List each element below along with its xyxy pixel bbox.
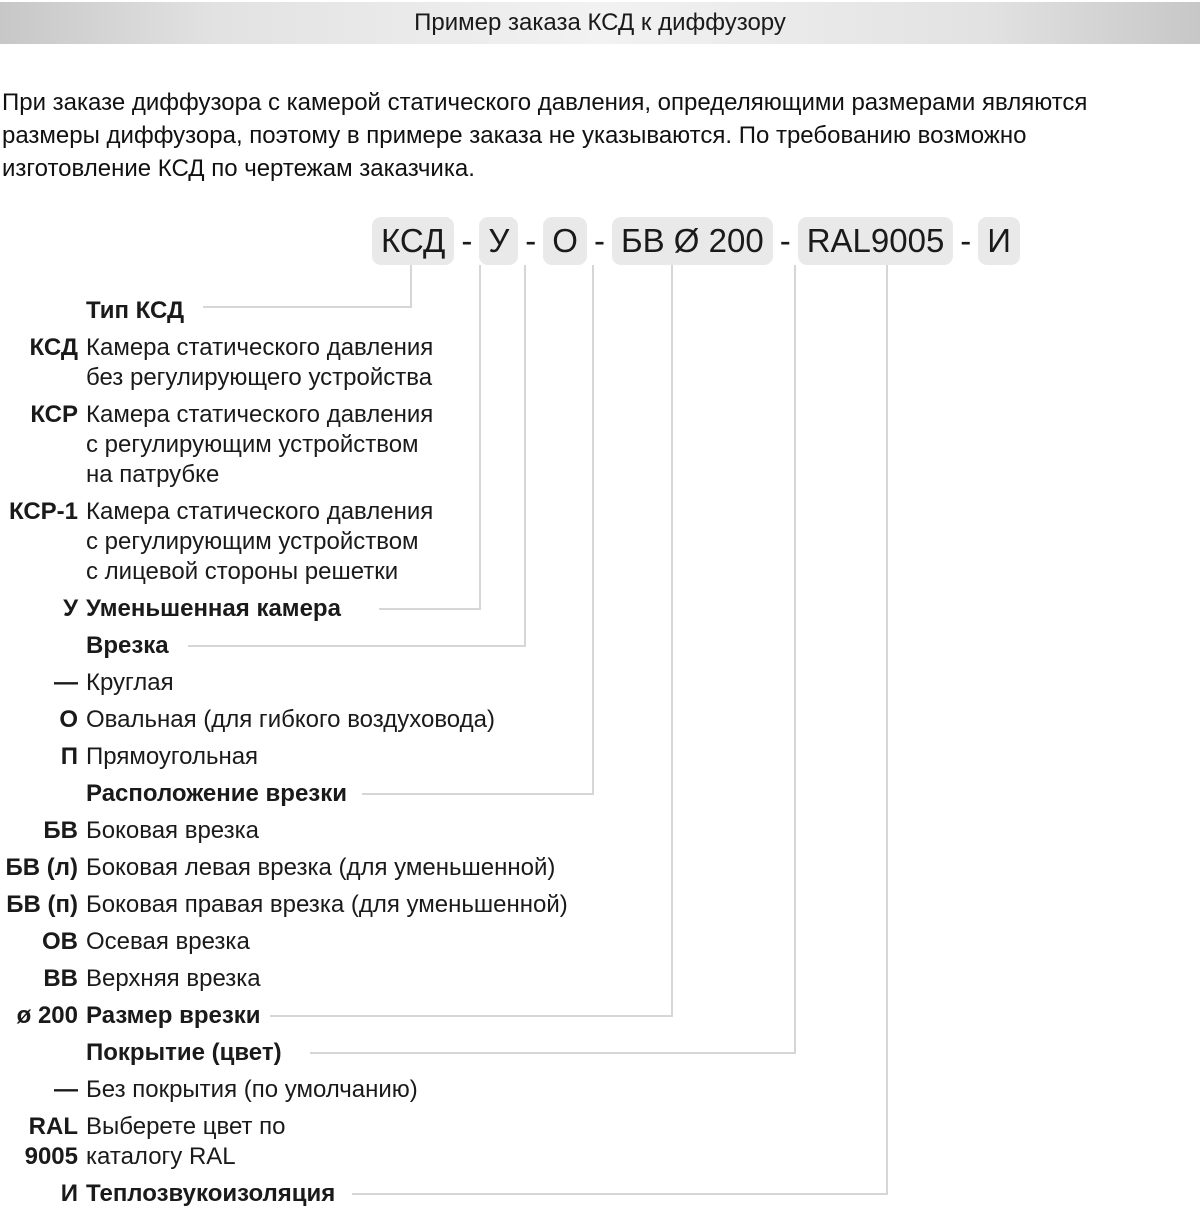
order-code-separator: - [593, 222, 605, 259]
legend-code: О [59, 706, 78, 733]
legend-label: Камера статического давления с регулирующим устройством с лицевой стороны решетки [86, 498, 434, 585]
legend-label: Верхняя врезка [86, 965, 261, 992]
legend-label: Покрытие (цвет) [86, 1039, 282, 1066]
legend-row-insulation [0, 1179, 680, 1209]
legend-code: ВВ [43, 965, 78, 992]
legend-label: Размер врезки [86, 1002, 261, 1029]
legend-row-ksd [0, 333, 680, 393]
legend-code: RAL 9005 [24, 1113, 78, 1170]
legend-row-bv [0, 816, 680, 846]
legend-code [0, 1038, 78, 1068]
legend-label: Осевая врезка [86, 928, 250, 955]
legend-label: Боковая правая врезка (для уменьшенной) [86, 891, 568, 918]
order-code-token-i: И [978, 217, 1020, 265]
connector-line [886, 265, 888, 1195]
legend-row-size [0, 1001, 680, 1031]
legend-code: И [60, 1180, 78, 1207]
legend-code: БВ (л) [5, 854, 78, 881]
legend-code: У [63, 595, 78, 622]
legend-row-ov [0, 927, 680, 957]
order-code-token-ral: RAL9005 [798, 217, 954, 265]
order-code-separator: - [960, 222, 972, 259]
legend-row-rect [0, 742, 680, 772]
legend-label: Выберете цвет по каталогу RAL [86, 1113, 286, 1170]
legend-row-ral [0, 1112, 680, 1172]
legend-code: — [54, 1076, 78, 1103]
legend-label: Расположение врезки [86, 780, 347, 807]
order-code-separator: - [779, 222, 791, 259]
order-code-separator: - [525, 222, 537, 259]
legend-code: ОВ [42, 928, 78, 955]
legend-row-location-header [0, 779, 680, 809]
legend-row-ksr [0, 400, 680, 490]
order-code-token-bv-size: БВ Ø 200 [612, 217, 773, 265]
legend-label: Круглая [86, 669, 174, 696]
legend-label: Камера статического давления без регулирующего устройства [86, 334, 434, 391]
legend-row-no-coating [0, 1075, 680, 1105]
legend-label: Уменьшенная камера [86, 595, 341, 622]
legend-row-coating-header [0, 1038, 680, 1068]
legend-label: Камера статического давления с регулирующим устройством на патрубке [86, 401, 434, 488]
legend-code: КСР [30, 401, 78, 428]
legend-label: Боковая врезка [86, 817, 260, 844]
legend-row-round [0, 668, 680, 698]
legend-row-ksr1 [0, 497, 680, 587]
legend-label: Врезка [86, 632, 169, 659]
order-code-separator: - [461, 222, 473, 259]
legend [0, 296, 680, 1210]
legend-row-vrezka-header [0, 631, 680, 661]
legend-row-type-header [0, 296, 680, 326]
legend-code: БВ (п) [6, 891, 78, 918]
connector-line [794, 265, 796, 1054]
legend-code: П [60, 743, 78, 770]
legend-code: БВ [43, 817, 78, 844]
legend-label: Тип КСД [86, 297, 185, 324]
legend-code [0, 779, 78, 809]
legend-label: Прямоугольная [86, 743, 259, 770]
legend-code [0, 631, 78, 661]
intro-paragraph: При заказе диффузора с камерой статического давления, определяющими размерами являются размеры диффузора, поэтому в примере заказа не указываются. По требованию возможно изготовление КСД по чертежам заказчика. [2, 89, 1088, 182]
legend-code: КСД [29, 334, 78, 361]
legend-row-bv-left [0, 853, 680, 883]
legend-row-bv-right [0, 890, 680, 920]
order-code-token-o: О [543, 217, 587, 265]
legend-row-u [0, 594, 680, 624]
order-code-token-ksd: КСД [372, 217, 454, 265]
legend-code [0, 296, 78, 326]
legend-row-vv [0, 964, 680, 994]
legend-code: КСР-1 [8, 498, 78, 525]
legend-code: — [54, 669, 78, 696]
legend-row-oval [0, 705, 680, 735]
legend-label: Овальная (для гибкого воздуховода) [86, 706, 495, 733]
legend-label: Боковая левая врезка (для уменьшенной) [86, 854, 556, 881]
legend-code: ø 200 [16, 1002, 78, 1029]
order-code-line [372, 217, 1020, 265]
order-code-token-u: У [479, 217, 518, 265]
legend-label: Без покрытия (по умолчанию) [86, 1076, 418, 1103]
legend-label: Теплозвукоизоляция [86, 1180, 336, 1207]
title-bar [0, 2, 1200, 44]
page-title: Пример заказа КСД к диффузору [414, 9, 786, 36]
